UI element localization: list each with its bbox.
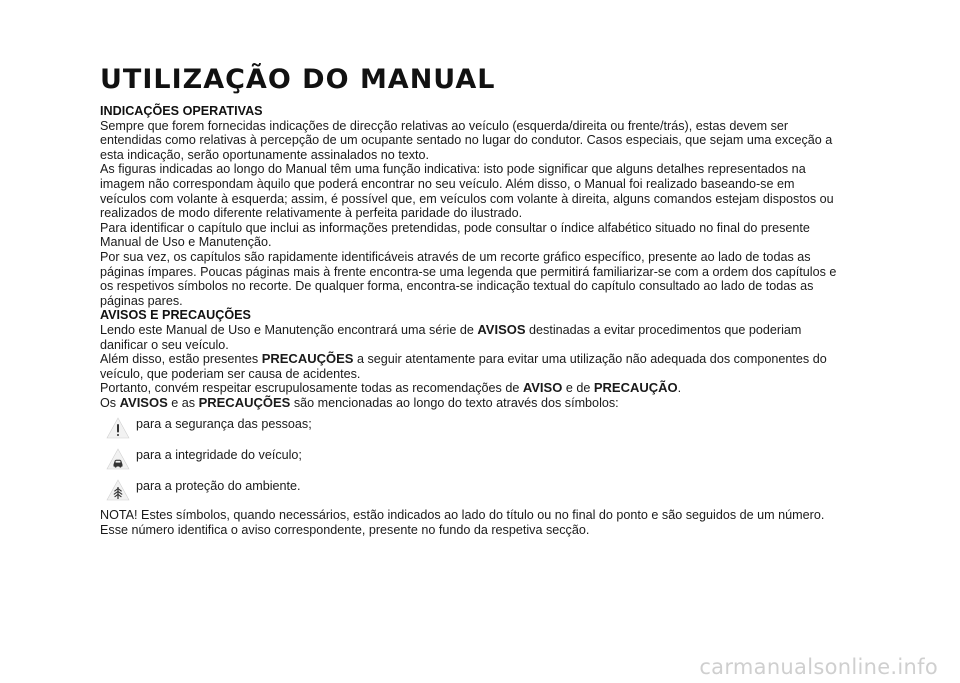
text: são mencionadas ao longo do texto através dos símbolos: — [290, 395, 619, 410]
warning-triangle-icon — [106, 416, 130, 440]
emphasis-precaucoes: PRECAUÇÕES — [198, 394, 291, 410]
text: Lendo este Manual de Uso e Manutenção encontrará uma série de — [100, 322, 478, 337]
paragraph: As figuras indicadas ao longo do Manual têm uma função indicativa: isto pode significar que alguns detalhes representados na imagem não correspondam àquilo que poderá encontrar no seu veículo. Além disso, o Manual foi realizado baseando-se em veículos com volante à esquerda; assim, é possível que, em veículos com volante à direita, alguns comandos estejam dispostos ou realizados de modo diferente relativamente à perfeita paridade do ilustrado. — [100, 162, 834, 221]
text: a seguir atentamente para evitar uma utilização não adequada dos componentes do veículo, que poderiam ser causa de acidentes. — [100, 352, 827, 381]
paragraph — [100, 352, 840, 381]
emphasis-precaucao: PRECAUÇÃO — [593, 380, 678, 396]
section-heading-avisos: AVISOS E PRECAUÇÕES — [100, 308, 251, 323]
symbol-row-vehicle — [100, 445, 840, 472]
text: destinadas a evitar procedimentos que poderiam danificar o seu veículo. — [100, 322, 802, 352]
symbol-row-people — [100, 414, 840, 441]
page-content — [100, 64, 840, 538]
note-paragraph: NOTA! Estes símbolos, quando necessários, estão indicados ao lado do título ou no final do ponto e são seguidos de um número. Esse número identifica o aviso correspondente, presente no fundo da respetiva secção. — [100, 508, 825, 538]
paragraph — [100, 381, 840, 396]
text: e de — [562, 381, 594, 396]
paragraph — [100, 323, 840, 352]
emphasis-aviso: AVISO — [522, 380, 563, 396]
watermark: carmanualsonline.info — [699, 655, 938, 679]
text: Além disso, estão presentes — [100, 352, 262, 367]
emphasis-avisos: AVISOS — [477, 321, 526, 337]
car-warning-icon — [106, 447, 130, 471]
emphasis-avisos: AVISOS — [119, 394, 168, 410]
paragraph: Sempre que forem fornecidas indicações de direcção relativas ao veículo (esquerda/direita ou frente/trás), estas devem ser entendidas como relativas à percepção de um ocupante sentado no lugar do condutor. Casos especiais, que sejam uma exceção a esta indicação, serão oportunamente assinalados no texto. — [100, 118, 833, 162]
text: Os — [100, 395, 120, 410]
text: Portanto, convém respeitar escrupulosamente todas as recomendações de — [100, 381, 523, 396]
page-title: UTILIZAÇÃO DO MANUAL — [100, 64, 496, 95]
symbol-text: para a segurança das pessoas; — [136, 416, 312, 431]
section-heading-indicacoes: INDICAÇÕES OPERATIVAS — [100, 104, 263, 118]
text: e as — [167, 395, 199, 410]
symbol-text: para a integridade do veículo; — [136, 447, 302, 462]
paragraph — [100, 396, 840, 411]
emphasis-precaucoes: PRECAUÇÕES — [261, 351, 354, 367]
symbol-text: para a proteção do ambiente. — [136, 478, 301, 493]
paragraph: Por sua vez, os capítulos são rapidamente identificáveis através de um recorte gráfico específico, presente ao lado de todas as páginas ímpares. Poucas páginas mais à frente encontra-se uma legenda que permitirá familiarizar-se com a ordem dos capítulos e os respetivos símbolos no recorte. De qualquer forma, encontra-se indicação textual do capítulo consultado ao lado de todas as páginas pares. — [100, 249, 837, 308]
symbol-row-environment — [100, 476, 840, 503]
text: . — [677, 381, 682, 396]
tree-environment-icon — [106, 478, 130, 502]
paragraph: Para identificar o capítulo que inclui as informações pretendidas, pode consultar o índice alfabético situado no final do presente Manual de Uso e Manutenção. — [100, 220, 810, 250]
